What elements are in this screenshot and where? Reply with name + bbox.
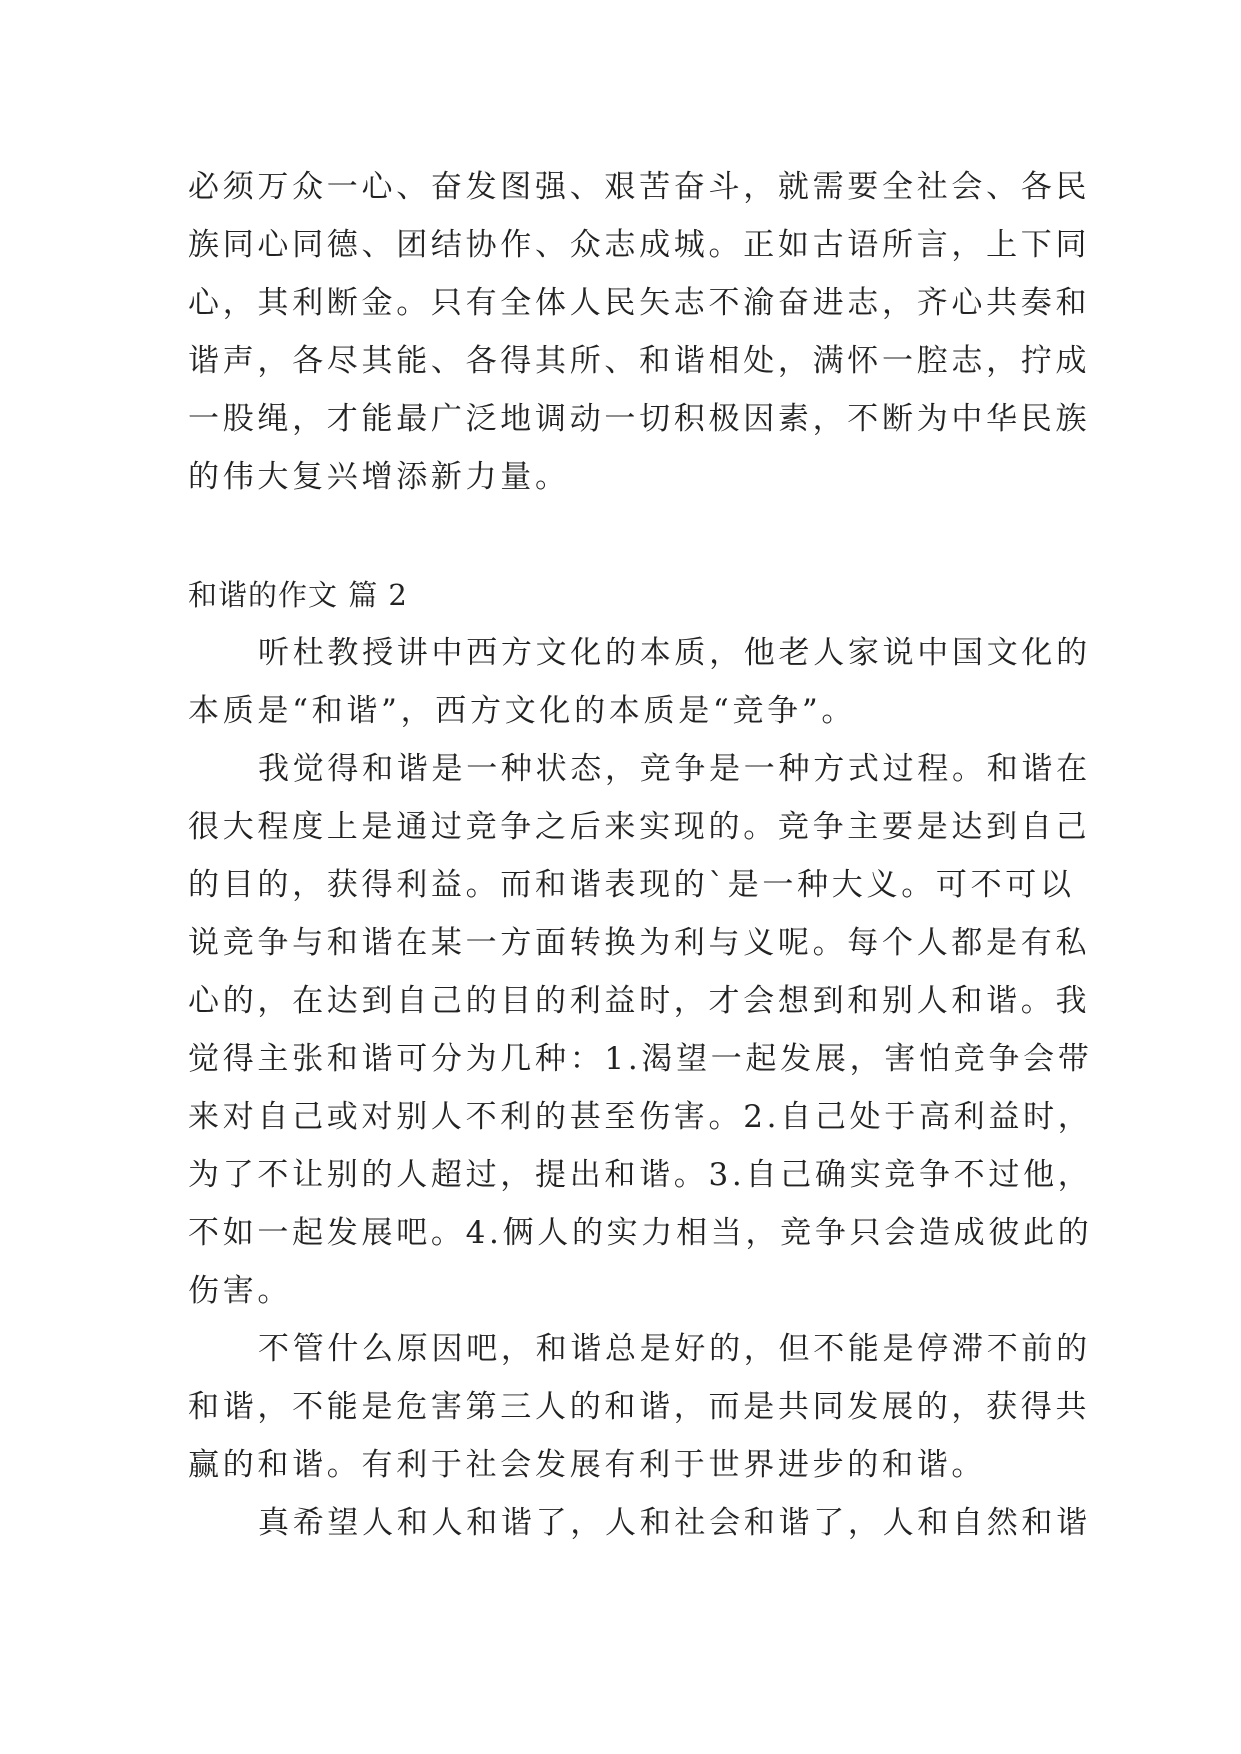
text-line: 族同心同德、团结协作、众志成城。正如古语所言，上下同: [188, 227, 1091, 263]
text-line: 赢的和谐。有利于社会发展有利于世界进步的和谐。: [188, 1447, 987, 1483]
text-line: 不管什么原因吧，和谐总是好的，但不能是停滞不前的: [258, 1331, 1091, 1367]
text-line: 心的，在达到自己的目的利益时，才会想到和别人和谐。我: [188, 983, 1091, 1019]
text-line: 的目的，获得利益。而和谐表现的`是一种大义。可不可以: [188, 867, 1075, 903]
text-line: 来对自己或对别人不利的甚至伤害。2.自己处于高利益时，: [188, 1099, 1093, 1135]
text-line: 我觉得和谐是一种状态，竞争是一种方式过程。和谐在: [258, 751, 1091, 787]
text-line: 为了不让别的人超过，提出和谐。3.自己确实竞争不过他，: [188, 1157, 1093, 1193]
text-line: 的伟大复兴增添新力量。: [188, 459, 570, 495]
section-heading: 和谐的作文 篇 2: [188, 578, 408, 612]
text-line: 觉得主张和谐可分为几种：1.渴望一起发展，害怕竞争会带: [188, 1041, 1093, 1077]
essay-body: [188, 624, 1093, 1552]
text-line: 谐声，各尽其能、各得其所、和谐相处，满怀一腔志，拧成: [188, 343, 1091, 379]
text-line: 不如一起发展吧。4.俩人的实力相当，竞争只会造成彼此的: [188, 1215, 1093, 1251]
text-line: 本质是“和谐”，西方文化的本质是“竞争”。: [188, 693, 857, 729]
text-line: 和谐，不能是危害第三人的和谐，而是共同发展的，获得共: [188, 1389, 1091, 1425]
text-line: 听杜教授讲中西方文化的本质，他老人家说中国文化的: [258, 635, 1091, 671]
paragraph-continued: [188, 158, 1091, 506]
text-line: 必须万众一心、奋发图强、艰苦奋斗，就需要全社会、各民: [188, 169, 1091, 205]
text-line: 说竞争与和谐在某一方面转换为利与义呢。每个人都是有私: [188, 925, 1091, 961]
text-line: 一股绳，才能最广泛地调动一切积极因素，不断为中华民族: [188, 401, 1091, 437]
text-line: 真希望人和人和谐了，人和社会和谐了，人和自然和谐: [258, 1505, 1091, 1541]
text-line: 伤害。: [188, 1273, 293, 1309]
text-line: 很大程度上是通过竞争之后来实现的。竞争主要是达到自己: [188, 809, 1091, 845]
text-line: 心，其利断金。只有全体人民矢志不渝奋进志，齐心共奏和: [188, 285, 1091, 321]
